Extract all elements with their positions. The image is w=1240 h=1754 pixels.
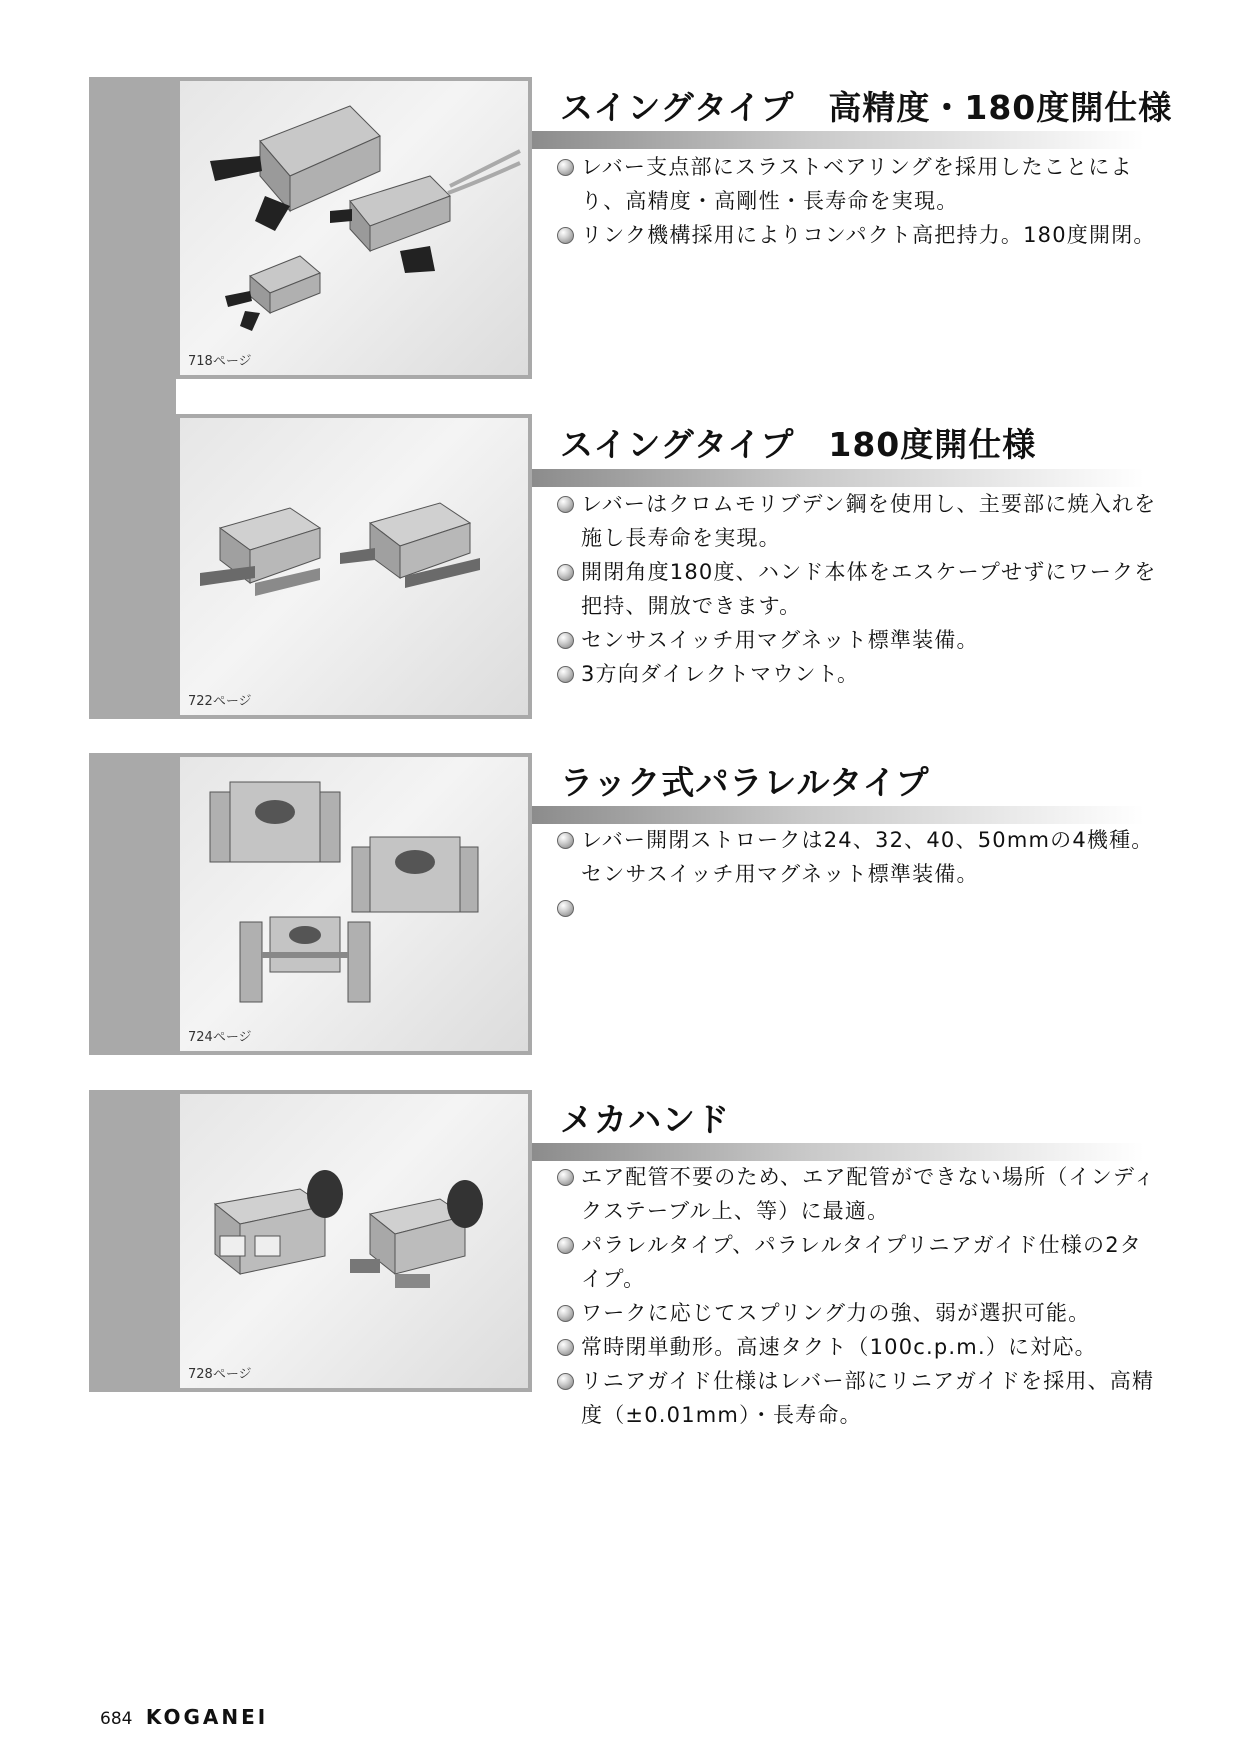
side-band-2 [89,753,176,1055]
feature-item: レバー支点部にスラストベアリングを採用したことにより、高精度・高剛性・長寿命を実現。 [557,150,1157,218]
brand-logo: KOGANEI [145,1705,269,1729]
page-reference: 724ページ [188,1030,252,1045]
section-title: メカハンド [560,1100,730,1139]
page-number: 684 [100,1709,133,1729]
title-underline-bar [532,806,1144,824]
title-underline-bar [532,1143,1144,1161]
gripper-illustration [180,418,528,715]
feature-item: パラレルタイプ、パラレルタイプリニアガイド仕様の2タイプ。 [557,1228,1157,1296]
section-title: スイングタイプ 高精度・180度開仕様 [560,88,1173,127]
side-band-3 [89,1090,176,1392]
product-photo-rack-parallel [176,753,532,1055]
side-band-1 [89,77,176,719]
title-underline-bar [532,131,1144,149]
page-footer [100,1705,268,1729]
feature-list [557,823,1157,891]
feature-item: リンク機構採用によりコンパクト高把持力。180度開閉。 [557,218,1157,252]
page-reference: 722ページ [188,694,252,709]
page-reference: 718ページ [188,354,252,369]
feature-list [557,1160,1157,1432]
gripper-illustration [180,81,528,375]
feature-item: センサスイッチ用マグネット標準装備。 [557,623,1157,657]
feature-item: 開閉角度180度、ハンド本体をエスケープせずにワークを把持、開放できます。 [557,555,1157,623]
feature-list [557,150,1157,252]
feature-item: 常時閉単動形。高速タクト（100c.p.m.）に対応。 [557,1330,1157,1364]
feature-item: エア配管不要のため、エア配管ができない場所（インディクステーブル上、等）に最適。 [557,1160,1157,1228]
title-underline-bar [532,469,1144,487]
gripper-illustration [180,757,528,1051]
section-title: ラック式パラレルタイプ [560,763,930,802]
section-title: スイングタイプ 180度開仕様 [560,425,1037,464]
feature-item: レバーはクロムモリブデン鋼を使用し、主要部に焼入れを施し長寿命を実現。 [557,487,1157,555]
feature-item: リニアガイド仕様はレバー部にリニアガイドを採用、高精度（±0.01mm）・長寿命。 [557,1364,1157,1432]
feature-item: 3方向ダイレクトマウント。 [557,657,1157,691]
feature-item: レバー開閉ストロークは24、32、40、50mmの4機種。センサスイッチ用マグネット標準装備。 [557,823,1157,891]
gripper-illustration [180,1094,528,1388]
product-photo-mecha-hand [176,1090,532,1392]
feature-item: ワークに応じてスプリング力の強、弱が選択可能。 [557,1296,1157,1330]
product-photo-swing-high-precision [176,77,532,379]
page-reference: 728ページ [188,1367,252,1382]
product-photo-swing-180 [176,414,532,719]
feature-list [557,487,1157,691]
